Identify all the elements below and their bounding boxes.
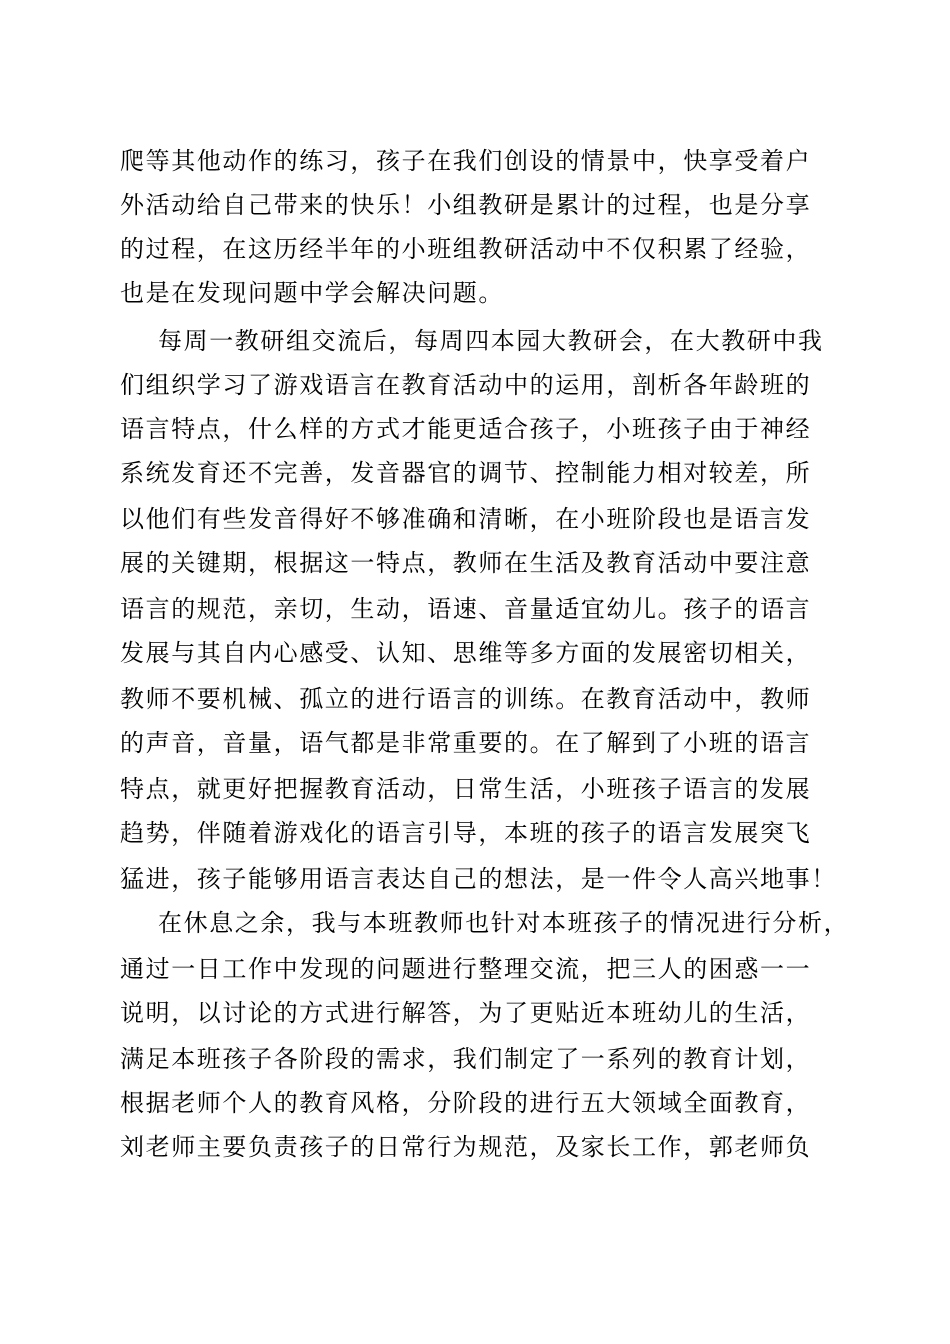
paragraph-line-5: 每周一教研组交流后，每周四本园大教研会，在大教研中我	[158, 327, 824, 355]
paragraph-line-13: 教师不要机械、孤立的进行语言的训练。在教育活动中，教师	[120, 685, 812, 713]
paragraph-line-6: 们组织学习了游戏语言在教育活动中的运用，剖析各年龄班的	[120, 371, 812, 399]
paragraph-line-2: 外活动给自己带来的快乐！小组教研是累计的过程，也是分享	[120, 191, 812, 219]
paragraph-line-17: 猛进，孩子能够用语言表达自己的想法，是一件令人高兴地事！	[120, 865, 837, 893]
paragraph-line-15: 特点，就更好把握教育活动，日常生活，小班孩子语言的发展	[120, 775, 812, 803]
paragraph-line-16: 趋势，伴随着游戏化的语言引导，本班的孩子的语言发展突飞	[120, 819, 812, 847]
paragraph-line-3: 的过程，在这历经半年的小班组教研活动中不仅积累了经验，	[120, 235, 812, 263]
paragraph-line-4: 也是在发现问题中学会解决问题。	[120, 279, 504, 307]
paragraph-line-7: 语言特点，什么样的方式才能更适合孩子，小班孩子由于神经	[120, 415, 812, 443]
paragraph-line-9: 以他们有些发音得好不够准确和清晰，在小班阶段也是语言发	[120, 505, 812, 533]
paragraph-line-22: 根据老师个人的教育风格，分阶段的进行五大领域全面教育，	[120, 1089, 812, 1117]
paragraph-line-18: 在休息之余，我与本班教师也针对本班孩子的情况进行分析，	[158, 909, 850, 937]
paragraph-line-23: 刘老师主要负责孩子的日常行为规范，及家长工作，郭老师负	[120, 1133, 812, 1161]
paragraph-line-1: 爬等其他动作的练习，孩子在我们创设的情景中，快享受着户	[120, 147, 812, 175]
paragraph-line-20: 说明，以讨论的方式进行解答，为了更贴近本班幼儿的生活，	[120, 999, 812, 1027]
paragraph-line-19: 通过一日工作中发现的问题进行整理交流，把三人的困惑一一	[120, 955, 812, 983]
paragraph-line-12: 发展与其自内心感受、认知、思维等多方面的发展密切相关，	[120, 639, 812, 667]
paragraph-line-10: 展的关键期，根据这一特点，教师在生活及教育活动中要注意	[120, 549, 812, 577]
paragraph-line-11: 语言的规范，亲切，生动，语速、音量适宜幼儿。孩子的语言	[120, 595, 812, 623]
paragraph-line-8: 系统发育还不完善，发音器官的调节、控制能力相对较差，所	[120, 459, 812, 487]
paragraph-line-21: 满足本班孩子各阶段的需求，我们制定了一系列的教育计划，	[120, 1045, 812, 1073]
paragraph-line-14: 的声音，音量，语气都是非常重要的。在了解到了小班的语言	[120, 729, 812, 757]
